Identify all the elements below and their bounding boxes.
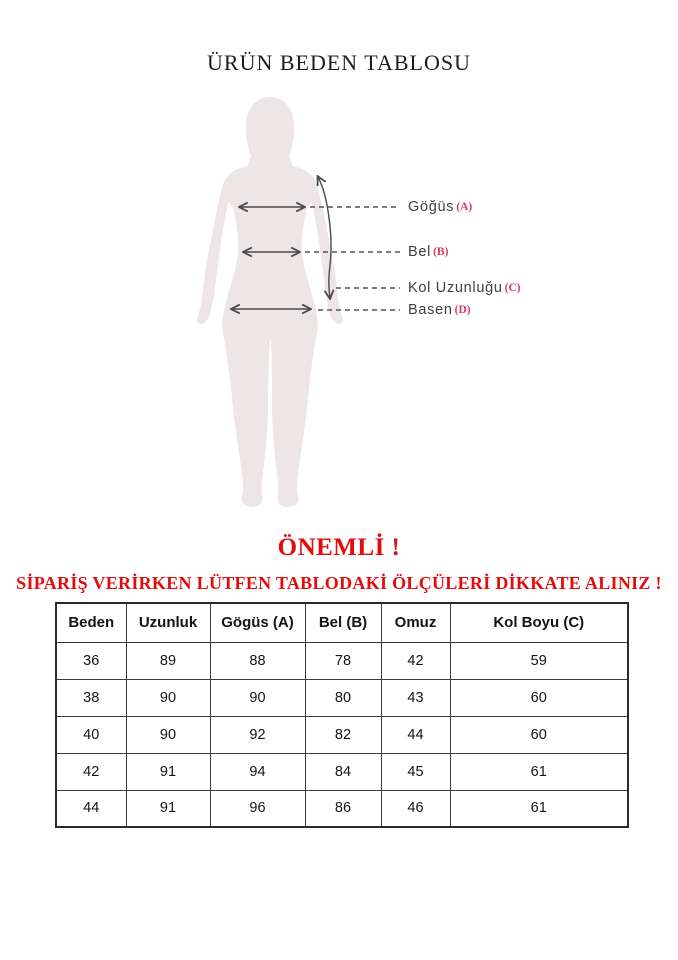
order-warning-text: SİPARİŞ VERİRKEN LÜTFEN TABLODAKİ ÖLÇÜLERİ DİKKATE ALINIZ ! bbox=[16, 573, 662, 593]
table-row bbox=[56, 679, 628, 716]
table-cell: 80 bbox=[305, 679, 381, 716]
size-table-header-row bbox=[56, 603, 628, 642]
table-cell: 91 bbox=[126, 790, 210, 827]
table-cell: 60 bbox=[450, 679, 628, 716]
page-title: ÜRÜN BEDEN TABLOSU bbox=[207, 50, 471, 75]
silhouette-torso-legs bbox=[222, 162, 317, 507]
table-cell: 90 bbox=[126, 716, 210, 753]
table-header-cell: Omuz bbox=[381, 603, 450, 642]
table-cell: 84 bbox=[305, 753, 381, 790]
table-row bbox=[56, 642, 628, 679]
table-row bbox=[56, 790, 628, 827]
label-letter: (C) bbox=[504, 282, 521, 294]
measurement-label-kol-uzunlugu bbox=[408, 278, 521, 298]
table-cell: 40 bbox=[56, 716, 126, 753]
label-letter: (B) bbox=[433, 246, 449, 258]
table-cell: 61 bbox=[450, 753, 628, 790]
table-cell: 61 bbox=[450, 790, 628, 827]
table-cell: 59 bbox=[450, 642, 628, 679]
table-header-cell: Uzunluk bbox=[126, 603, 210, 642]
table-cell: 38 bbox=[56, 679, 126, 716]
measurement-label-bel bbox=[408, 242, 448, 262]
table-cell: 86 bbox=[305, 790, 381, 827]
label-text: Basen bbox=[408, 302, 453, 318]
table-cell: 96 bbox=[210, 790, 305, 827]
size-table bbox=[55, 602, 629, 828]
body-measurement-diagram bbox=[0, 90, 678, 520]
table-header-cell: Bel (B) bbox=[305, 603, 381, 642]
label-text: Bel bbox=[408, 244, 432, 260]
table-cell: 46 bbox=[381, 790, 450, 827]
table-row bbox=[56, 753, 628, 790]
table-cell: 91 bbox=[126, 753, 210, 790]
table-header-cell: Gögüs (A) bbox=[210, 603, 305, 642]
table-cell: 60 bbox=[450, 716, 628, 753]
table-cell: 82 bbox=[305, 716, 381, 753]
table-cell: 94 bbox=[210, 753, 305, 790]
table-cell: 42 bbox=[56, 753, 126, 790]
table-cell: 78 bbox=[305, 642, 381, 679]
label-text: Göğüs bbox=[408, 199, 455, 215]
label-letter: (D) bbox=[454, 304, 471, 316]
important-heading: ÖNEMLİ ! bbox=[277, 534, 401, 561]
measurement-label-gogus bbox=[408, 197, 472, 217]
table-cell: 36 bbox=[56, 642, 126, 679]
table-cell: 90 bbox=[210, 679, 305, 716]
size-table-body bbox=[56, 642, 628, 827]
table-cell: 45 bbox=[381, 753, 450, 790]
table-header-cell: Kol Boyu (C) bbox=[450, 603, 628, 642]
table-cell: 44 bbox=[381, 716, 450, 753]
female-silhouette-figure bbox=[0, 90, 678, 520]
label-letter: (A) bbox=[456, 201, 473, 213]
label-text: Kol Uzunluğu bbox=[408, 280, 503, 296]
table-cell: 89 bbox=[126, 642, 210, 679]
table-cell: 44 bbox=[56, 790, 126, 827]
table-cell: 92 bbox=[210, 716, 305, 753]
table-header-cell: Beden bbox=[56, 603, 126, 642]
table-cell: 42 bbox=[381, 642, 450, 679]
measurement-label-basen bbox=[408, 300, 471, 320]
table-cell: 43 bbox=[381, 679, 450, 716]
table-cell: 88 bbox=[210, 642, 305, 679]
table-cell: 90 bbox=[126, 679, 210, 716]
table-row bbox=[56, 716, 628, 753]
